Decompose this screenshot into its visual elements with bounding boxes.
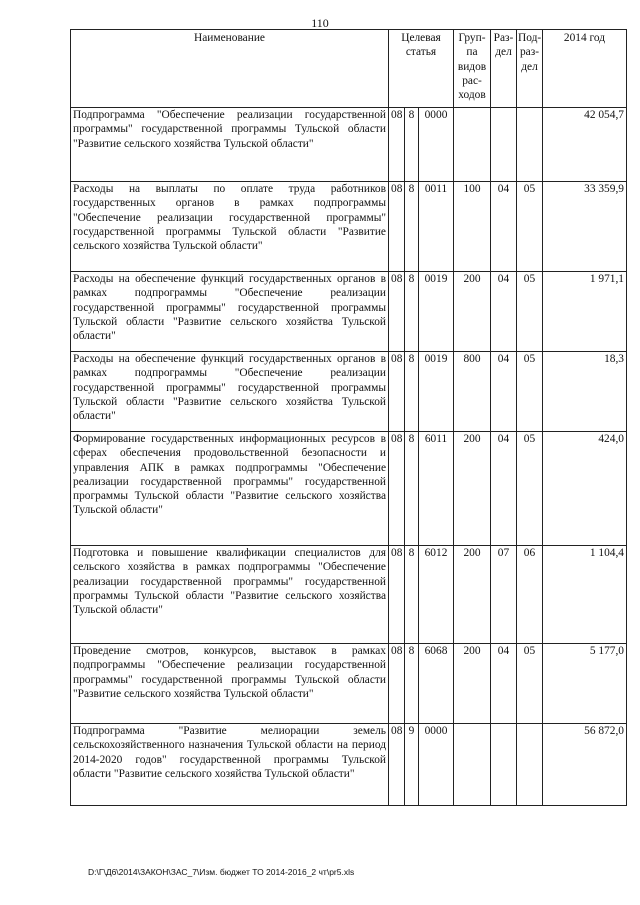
section — [491, 724, 517, 806]
target-article-part2: 8 — [405, 432, 419, 546]
row-name: Расходы на обеспечение функций государственных органов в рамках подпрограммы "Обеспечение реализации государственной программы" государственной программы Тульской области "Развитие сельского хозяйства Тульской области" — [71, 352, 389, 432]
subsection — [517, 108, 543, 182]
expense-group — [454, 108, 491, 182]
target-article-part1: 08 — [389, 432, 405, 546]
target-article-part2: 8 — [405, 108, 419, 182]
row-name: Проведение смотров, конкурсов, выставок в рамках подпрограммы "Обеспечение реализации государственной программы" государственной программы Тульской области "Развитие сельского хозяйства Тульской области" — [71, 644, 389, 724]
section: 07 — [491, 546, 517, 644]
amount-2014: 5 177,0 — [543, 644, 627, 724]
table-row — [71, 546, 627, 644]
subsection: 06 — [517, 546, 543, 644]
header-name: Наименование — [71, 30, 389, 108]
section: 04 — [491, 182, 517, 272]
header-target-article: Целевая статья — [389, 30, 454, 108]
subsection: 05 — [517, 182, 543, 272]
target-article-part1: 08 — [389, 182, 405, 272]
header-subsection: Под-раз-дел — [517, 30, 543, 108]
target-article-part3: 6068 — [419, 644, 454, 724]
header-row — [71, 30, 627, 108]
subsection — [517, 724, 543, 806]
amount-2014: 42 054,7 — [543, 108, 627, 182]
section: 04 — [491, 352, 517, 432]
row-name: Расходы на выплаты по оплате труда работников государственных органов в рамках подпрограммы "Обеспечение реализации государственной программы" государственной программы Тульской области "Развитие сельского хозяйства Тульской области" — [71, 182, 389, 272]
target-article-part2: 9 — [405, 724, 419, 806]
amount-2014: 1 971,1 — [543, 272, 627, 352]
expense-group: 100 — [454, 182, 491, 272]
page-number: 110 — [311, 16, 329, 30]
header-year: 2014 год — [543, 30, 627, 108]
row-name: Формирование государственных информационных ресурсов в сферах обеспечения продовольственной безопасности и управления АПК в рамках подпрограммы "Обеспечение реализации государственной программы" государственной программы Тульской области "Развитие сельского хозяйства Тульской области" — [71, 432, 389, 546]
section: 04 — [491, 432, 517, 546]
file-path-footer: D:\Г\Д6\2014\ЗАКОН\ЗАС_7\Изм. бюджет ТО 2014-2016_2 чт\pr5.xls — [88, 867, 355, 877]
table-row — [71, 182, 627, 272]
table-row — [71, 108, 627, 182]
target-article-part3: 0000 — [419, 724, 454, 806]
subsection: 05 — [517, 352, 543, 432]
section: 04 — [491, 644, 517, 724]
target-article-part3: 0019 — [419, 272, 454, 352]
amount-2014: 1 104,4 — [543, 546, 627, 644]
target-article-part3: 6011 — [419, 432, 454, 546]
target-article-part3: 0000 — [419, 108, 454, 182]
expense-group: 200 — [454, 272, 491, 352]
target-article-part2: 8 — [405, 546, 419, 644]
subsection: 05 — [517, 644, 543, 724]
target-article-part3: 6012 — [419, 546, 454, 644]
target-article-part2: 8 — [405, 644, 419, 724]
target-article-part1: 08 — [389, 352, 405, 432]
target-article-part1: 08 — [389, 108, 405, 182]
target-article-part2: 8 — [405, 272, 419, 352]
target-article-part3: 0011 — [419, 182, 454, 272]
target-article-part1: 08 — [389, 644, 405, 724]
table-row — [71, 272, 627, 352]
target-article-part1: 08 — [389, 272, 405, 352]
expense-group: 200 — [454, 644, 491, 724]
target-article-part3: 0019 — [419, 352, 454, 432]
header-expense-group: Груп-па видов рас-ходов — [454, 30, 491, 108]
target-article-part2: 8 — [405, 182, 419, 272]
amount-2014: 424,0 — [543, 432, 627, 546]
expense-group: 800 — [454, 352, 491, 432]
target-article-part2: 8 — [405, 352, 419, 432]
subsection: 05 — [517, 272, 543, 352]
row-name: Расходы на обеспечение функций государственных органов в рамках подпрограммы "Обеспечение реализации государственной программы" государственной программы Тульской области "Развитие сельского хозяйства Тульской области" — [71, 272, 389, 352]
table-row — [71, 724, 627, 806]
expense-group: 200 — [454, 432, 491, 546]
amount-2014: 33 359,9 — [543, 182, 627, 272]
target-article-part1: 08 — [389, 724, 405, 806]
target-article-part1: 08 — [389, 546, 405, 644]
row-name: Подпрограмма "Обеспечение реализации государственной программы" государственной программы Тульской области "Развитие сельского хозяйства Тульской области" — [71, 108, 389, 182]
section — [491, 108, 517, 182]
budget-table — [70, 29, 627, 806]
amount-2014: 18,3 — [543, 352, 627, 432]
table-row — [71, 432, 627, 546]
amount-2014: 56 872,0 — [543, 724, 627, 806]
section: 04 — [491, 272, 517, 352]
table-row — [71, 352, 627, 432]
header-section: Раз-дел — [491, 30, 517, 108]
subsection: 05 — [517, 432, 543, 546]
row-name: Подпрограмма "Развитие мелиорации земель сельскохозяйственного назначения Тульской области на период 2014-2020 годов" государственной программы Тульской области "Развитие сельского хозяйства Тульской области" — [71, 724, 389, 806]
expense-group — [454, 724, 491, 806]
table-row — [71, 644, 627, 724]
row-name: Подготовка и повышение квалификации специалистов для сельского хозяйства в рамках подпрограммы "Обеспечение реализации государственной программы" государственной программы Тульской области "Развитие сельского хозяйства Тульской области" — [71, 546, 389, 644]
expense-group: 200 — [454, 546, 491, 644]
